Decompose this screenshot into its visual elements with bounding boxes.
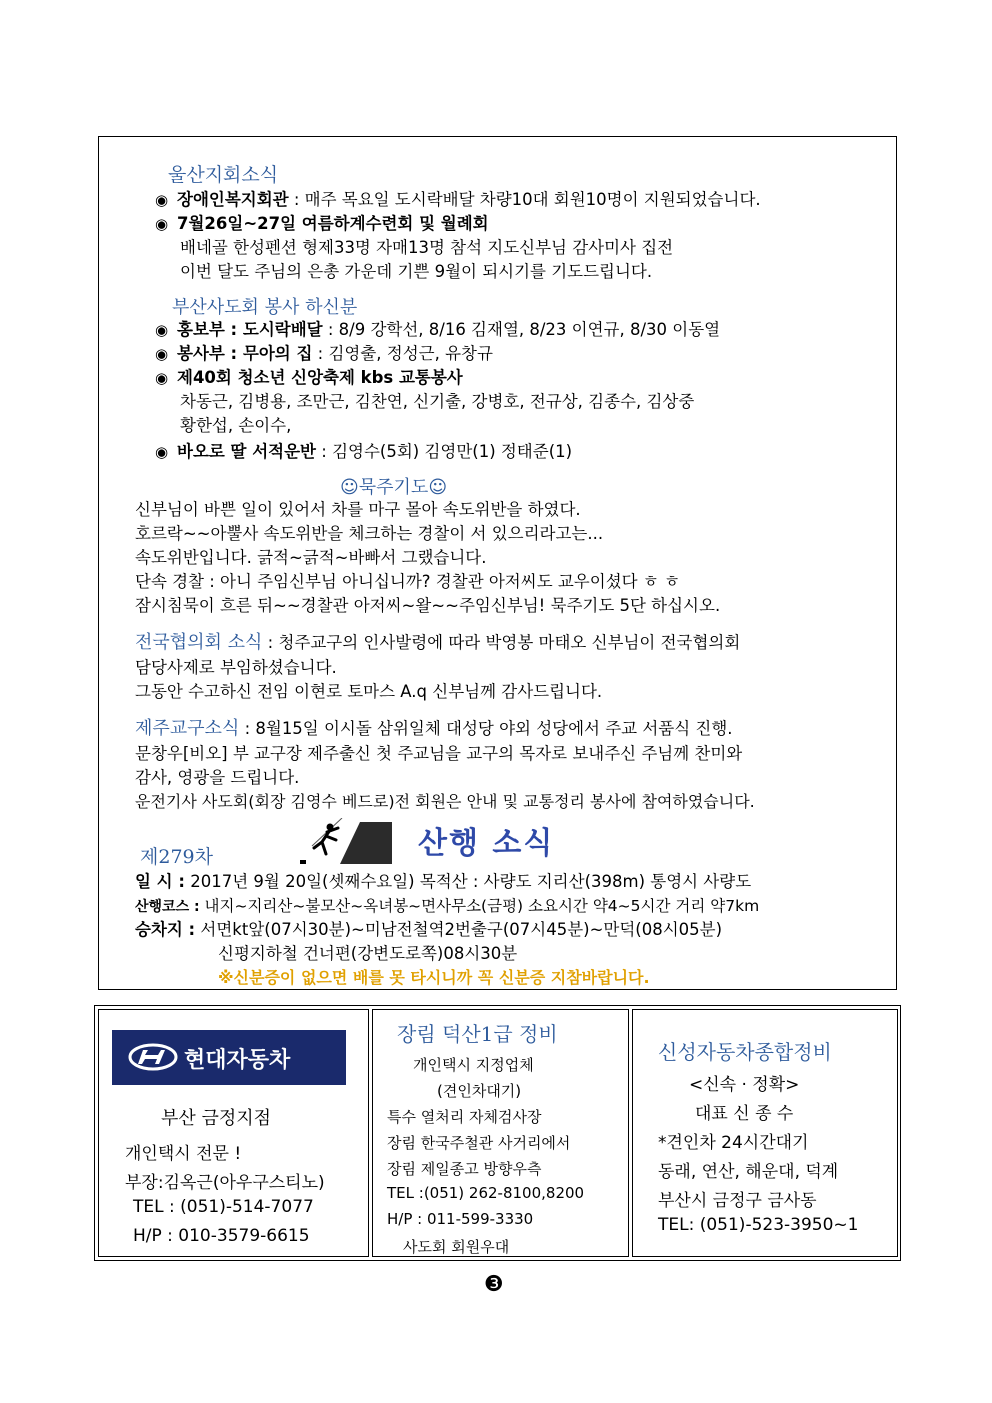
ad1-line: H/P : 010-3579-6615: [133, 1226, 310, 1246]
ad3-line: 부산시 금정구 금사동: [658, 1191, 817, 1211]
jeju-line-2: 문창우[비오] 부 교구장 제주출신 첫 주교님을 교구의 목자로 보내주신 주님께 찬미와: [135, 744, 743, 763]
ad1-branch: 부산 금정지점: [161, 1108, 272, 1129]
hiking-date: 일 시 : 2017년 9월 20일(셋째수요일) 목적산 : 사량도 지리산(398m) 통영시 사량도: [135, 872, 752, 891]
bullet-icon: ◉: [155, 191, 169, 209]
hiking-course: 산행코스 : 내지~지리산~불모산~옥녀봉~면사무소(금평) 소요시간 약4~5시간 거리 약7km: [135, 897, 760, 915]
ulsan-item-2: ◉ 7월26일~27일 여름하계수련회 및 월례회: [155, 212, 489, 236]
hiking-boarding-line2: 신평지하철 건너편(강변도로쪽)08시30분: [218, 944, 518, 963]
ulsan-item-2-line3: 이번 달도 주님의 은총 가운데 기쁜 9월이 되시기를 기도드립니다.: [180, 262, 653, 281]
hiking-title: 산행 소식: [418, 826, 555, 861]
jeju-line-1: 제주교구소식 : 8월15일 이시돌 삼위일체 대성당 야외 성당에서 주교 서품식 진행.: [135, 718, 733, 739]
ad1-line: 개인택시 전문 !: [125, 1144, 242, 1164]
busan-item-2: ◉ 봉사부 : 무아의 집 : 김영출, 정성근, 유창규: [155, 342, 493, 366]
hiking-notice: ※신분증이 없으면 배를 못 타시니까 꼭 신분증 지참바랍니다.: [218, 968, 650, 987]
ad1-line: TEL : (051)-514-7077: [133, 1197, 314, 1217]
busan-item-3: ◉ 제40회 청소년 신앙축제 kbs 교통봉사: [155, 366, 463, 390]
bullet-icon: ◉: [155, 345, 169, 363]
national-line-1: 전국협의회 소식 : 청주교구의 인사발령에 따라 박영봉 마태오 신부님이 전국협의회: [135, 632, 741, 653]
national-line-3: 그동안 수고하신 전임 이현로 토마스 A.q 신부님께 감사드립니다.: [135, 682, 603, 701]
ad-hyundai: [98, 1009, 369, 1257]
ad3-line: *견인차 24시간대기: [658, 1133, 809, 1153]
ad2-title: 장림 덕산1급 정비: [397, 1022, 558, 1046]
page-number: ❸: [484, 1272, 504, 1297]
jeju-line-3: 감사, 영광을 드립니다.: [135, 768, 300, 787]
prayer-line: 호르락~~아뿔사 속도위반을 체크하는 경찰이 서 있으리라고는...: [135, 524, 604, 543]
ad2-line: H/P : 011-599-3330: [387, 1210, 534, 1228]
ulsan-item-1: ◉ 장애인복지회관 : 매주 목요일 도시락배달 차량10대 회원10명이 지원되었습니다.: [155, 188, 761, 212]
bullet-icon: ◉: [155, 443, 169, 461]
hyundai-h-icon: [128, 1043, 178, 1071]
busan-item-1: ◉ 홍보부 : 도시락배달 : 8/9 강학선, 8/16 김재열, 8/23 이연규, 8/30 이동열: [155, 318, 720, 342]
ad2-line: 장림 제일종고 방향우측: [387, 1160, 542, 1178]
ad2-line: (견인차대기): [437, 1082, 522, 1100]
ad2-line: 사도회 회원우대: [403, 1238, 510, 1256]
ads-section: [94, 1005, 901, 1261]
busan-item-3-line3: 황한섭, 손이수,: [180, 416, 292, 435]
bullet-icon: ◉: [155, 215, 169, 233]
ad3-title: 신성자동차종합정비: [658, 1040, 832, 1064]
ad-sinseong: [632, 1009, 898, 1257]
prayer-line: 신부님이 바쁜 일이 있어서 차를 마구 몰아 속도위반을 하였다.: [135, 500, 581, 519]
prayer-line: 단속 경찰 : 아니 주임신부님 아니십니까? 경찰관 아저씨도 교우이셨다 ㅎ ㅎ: [135, 572, 680, 591]
busan-item-4: ◉ 바오로 딸 서적운반 : 김영수(5회) 김영만(1) 정태준(1): [155, 440, 572, 464]
climber-image: [300, 818, 392, 864]
bullet-icon: ◉: [155, 321, 169, 339]
ad2-line: 특수 열처리 자체검사장: [387, 1108, 542, 1126]
ad2-line: TEL :(051) 262-8100,8200: [387, 1184, 585, 1202]
ad3-line: <신속 · 정확>: [689, 1075, 800, 1095]
ad-deoksan: [372, 1009, 629, 1257]
jeju-line-4: 운전기사 사도회(회장 김영수 베드로)전 회원은 안내 및 교통정리 봉사에 참여하였습니다.: [135, 792, 755, 811]
prayer-line: 잠시침묵이 흐른 뒤~~경찰관 아저씨~왈~~주임신부님! 묵주기도 5단 하십시오.: [135, 596, 721, 615]
hiking-boarding: 승차지 : 서면kt앞(07시30분)~미남전철역2번출구(07시45분)~만덕(08시05분): [135, 920, 723, 939]
busan-item-3-line2: 차동근, 김병용, 조만근, 김찬연, 신기출, 강병호, 전규상, 김종수, 김상중: [180, 392, 695, 411]
ad2-line: 개인택시 지정업체: [413, 1056, 534, 1074]
prayer-line: 속도위반입니다. 긁적~긁적~바빠서 그랬습니다.: [135, 548, 487, 567]
climber-icon: [300, 818, 392, 864]
ad3-line: 대표 신 종 수: [695, 1104, 794, 1124]
jeju-heading: 제주교구소식: [135, 718, 240, 739]
ad1-line: 부장:김옥근(아우구스티노): [125, 1173, 325, 1193]
national-line-2: 담당사제로 부임하셨습니다.: [135, 658, 337, 677]
hiking-number: 제279차: [140, 846, 213, 868]
prayer-heading: ☺묵주기도☺: [340, 477, 448, 498]
ad3-line: 동래, 연산, 해운대, 덕계: [658, 1162, 839, 1182]
busan-heading: 부산사도회 봉사 하신분: [172, 297, 358, 318]
ad2-line: 장림 한국주철관 사거리에서: [387, 1134, 571, 1152]
ulsan-item-2-line2: 배네골 한성펜션 형제33명 자매13명 참석 지도신부님 감사미사 집전: [180, 238, 674, 257]
ad3-line: TEL: (051)-523-3950~1: [658, 1215, 859, 1235]
bullet-icon: ◉: [155, 369, 169, 387]
ulsan-heading: 울산지회소식: [168, 164, 279, 186]
national-heading: 전국협의회 소식: [135, 632, 263, 653]
hyundai-logo: 현대자동차: [112, 1030, 346, 1085]
